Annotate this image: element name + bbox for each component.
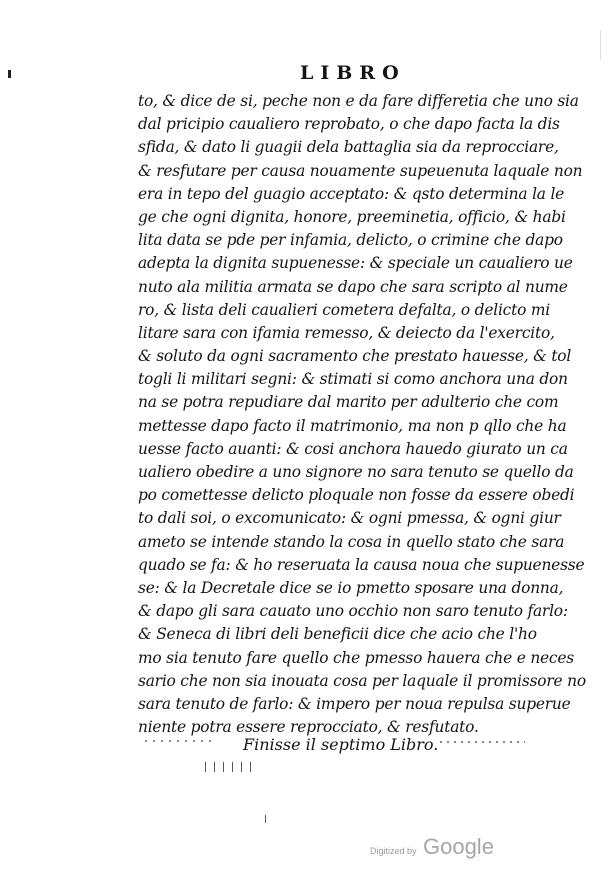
text-line: & dapo gli sara cauato uno occhio non saro tenuto farlo:	[138, 602, 568, 621]
text-line: lita data se pde per infamia, delicto, o crimine che dapo	[138, 231, 563, 250]
text-line: ro, & lista deli caualieri cometera defalta, o delicto mi	[138, 300, 550, 319]
text-line: to, & dice de si, peche non e da fare differetia che uno sia	[138, 92, 579, 110]
text-line: dal pricipio caualiero reprobato, o che dapo facta la dis	[138, 115, 560, 134]
text-line: sario che non sia inouata cosa per laquale il promissore no	[138, 671, 586, 690]
text-line: era in tepo del guagio acceptato: & qsto determina la le	[138, 184, 565, 203]
ornament-left	[145, 740, 215, 742]
margin-mark	[8, 70, 11, 78]
running-header: LIBRO	[300, 62, 406, 84]
text-line: ge che ogni dignita, honore, preeminetia, officio, & habi	[138, 207, 566, 226]
text-line: nuto ala militia armata se dapo che sara scripto al nume	[138, 277, 568, 296]
text-line: ameto se intende stando la cosa in quello stato che sara	[138, 532, 565, 551]
ornament-right	[440, 741, 525, 743]
text-line: togli li militari segni: & stimati si como anchora una don	[138, 370, 568, 389]
google-logo: Google	[422, 834, 494, 859]
page-edge-line	[600, 30, 601, 60]
text-line: se: & la Decretale dice se io pmetto sposare una donna,	[138, 578, 564, 597]
text-line: mo sia tenuto fare quello che pmesso hauera che e neces	[138, 648, 574, 667]
text-line: & resfutare per causa nouamente supeuenuta laquale non	[138, 161, 583, 180]
text-line: litare sara con ifamia remesso, & deiecto da l'exercito,	[138, 323, 555, 342]
watermark-prefix: Digitized by	[370, 846, 417, 856]
text-line: sfida, & dato li guagii dela battaglia sia da reprocciare,	[138, 138, 559, 157]
text-line: & soluto da ogni sacramento che prestato hauesse, & tol	[138, 347, 572, 366]
bottom-tick-mark	[265, 815, 266, 823]
text-line: to dali soi, o excomunicato: & ogni pmessa, & ogni giur	[138, 509, 561, 528]
text-line: quado se fa: & ho reseruata la causa noua che supuenesse	[138, 555, 585, 574]
text-line: uesse facto auanti: & cosi anchora hauedo giurato un ca	[138, 439, 568, 458]
text-line: adepta la dignita supuenesse: & speciale un caualiero ue	[138, 254, 573, 273]
text-line: na se potra repudiare dal marito per adulterio che com	[138, 393, 559, 412]
text-line: ualiero obedire a uno signore no sara tenuto se quello da	[138, 463, 574, 481]
google-watermark	[370, 834, 494, 860]
signature-mark	[205, 762, 255, 772]
text-line: niente potra essere reprocciato, & resfutato.	[138, 718, 479, 737]
text-line: mettesse dapo facto il matrimonio, ma non p qllo che ha	[138, 416, 567, 435]
explicit-line: Finisse il septimo Libro.	[243, 735, 439, 754]
text-line: sara tenuto de farlo: & impero per noua repulsa superue	[138, 694, 571, 713]
text-line: & Seneca di libri deli beneficii dice che acio che l'ho	[138, 625, 537, 644]
text-line: po comettesse delicto ploquale non fosse da essere obedi	[138, 486, 575, 505]
body-text	[138, 90, 586, 739]
